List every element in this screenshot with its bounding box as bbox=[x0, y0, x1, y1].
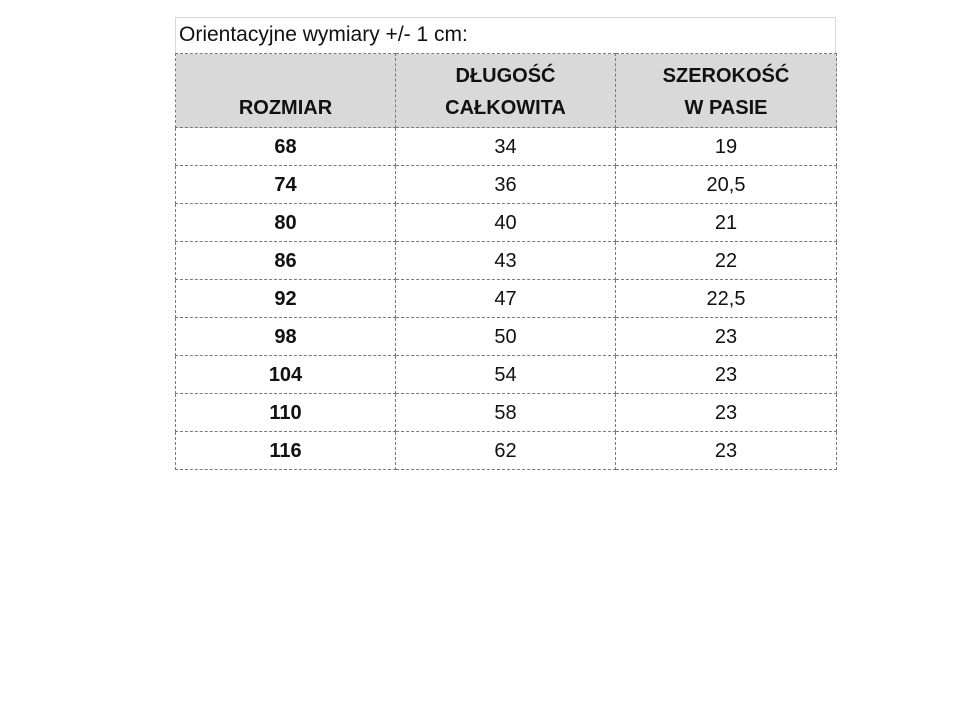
table-row bbox=[176, 280, 837, 318]
width-cell: 23 bbox=[616, 356, 837, 394]
size-cell: 74 bbox=[176, 166, 396, 204]
width-cell: 21 bbox=[616, 204, 837, 242]
size-cell: 110 bbox=[176, 394, 396, 432]
length-cell: 47 bbox=[396, 280, 616, 318]
width-cell: 22,5 bbox=[616, 280, 837, 318]
table-title: Orientacyjne wymiary +/- 1 cm: bbox=[175, 17, 836, 53]
width-cell: 19 bbox=[616, 128, 837, 166]
size-cell: 98 bbox=[176, 318, 396, 356]
size-cell: 116 bbox=[176, 432, 396, 470]
size-chart bbox=[175, 17, 836, 470]
size-cell: 104 bbox=[176, 356, 396, 394]
width-cell: 23 bbox=[616, 432, 837, 470]
size-table bbox=[175, 53, 837, 470]
width-cell: 23 bbox=[616, 318, 837, 356]
length-cell: 50 bbox=[396, 318, 616, 356]
length-cell: 40 bbox=[396, 204, 616, 242]
table-row bbox=[176, 166, 837, 204]
header-row bbox=[176, 54, 837, 128]
header-waist-width: SZEROKOŚĆ W PASIE bbox=[616, 54, 837, 128]
table-row bbox=[176, 356, 837, 394]
size-cell: 86 bbox=[176, 242, 396, 280]
width-cell: 20,5 bbox=[616, 166, 837, 204]
length-cell: 43 bbox=[396, 242, 616, 280]
width-cell: 22 bbox=[616, 242, 837, 280]
table-row bbox=[176, 432, 837, 470]
table-row bbox=[176, 394, 837, 432]
table-row bbox=[176, 318, 837, 356]
size-cell: 92 bbox=[176, 280, 396, 318]
header-total-length: DŁUGOŚĆ CAŁKOWITA bbox=[396, 54, 616, 128]
table-row bbox=[176, 242, 837, 280]
header-size: ROZMIAR bbox=[176, 54, 396, 128]
width-cell: 23 bbox=[616, 394, 837, 432]
length-cell: 62 bbox=[396, 432, 616, 470]
table-row bbox=[176, 204, 837, 242]
length-cell: 58 bbox=[396, 394, 616, 432]
length-cell: 34 bbox=[396, 128, 616, 166]
length-cell: 54 bbox=[396, 356, 616, 394]
size-cell: 80 bbox=[176, 204, 396, 242]
length-cell: 36 bbox=[396, 166, 616, 204]
size-cell: 68 bbox=[176, 128, 396, 166]
table-row bbox=[176, 128, 837, 166]
